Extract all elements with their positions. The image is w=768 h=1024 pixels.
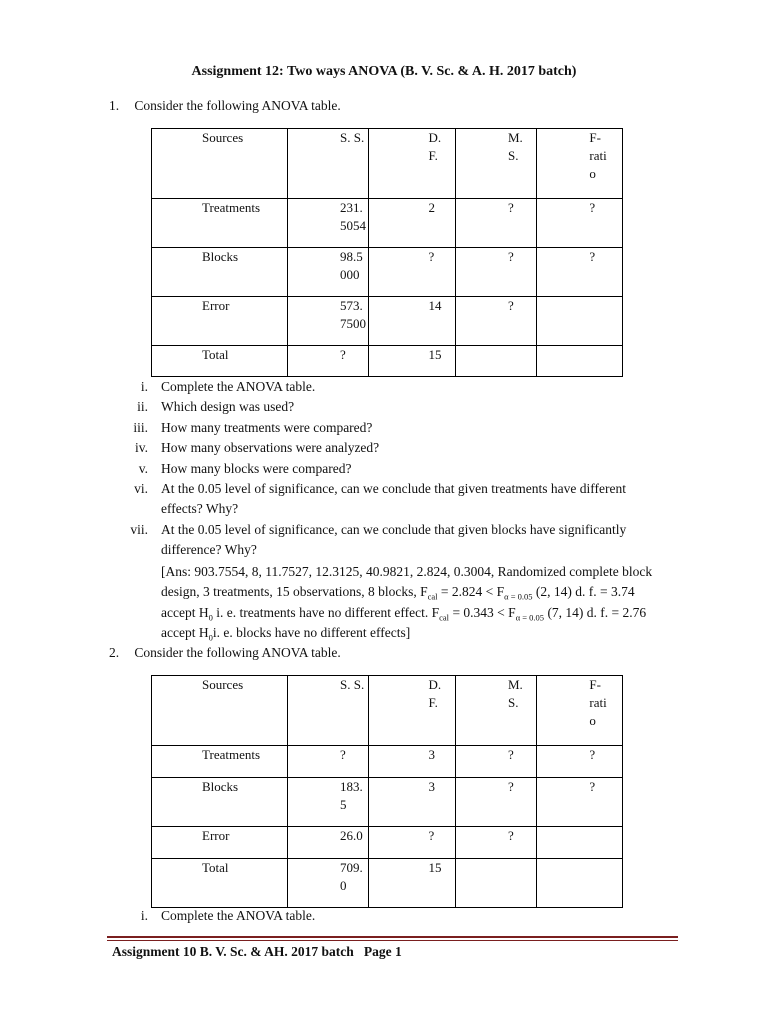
table-cell: Treatments bbox=[152, 199, 288, 248]
table-cell bbox=[537, 297, 623, 346]
subscript-zero: 0 bbox=[208, 612, 213, 623]
header-cell: Sources bbox=[152, 676, 288, 746]
list-item bbox=[108, 397, 668, 417]
table-cell: 709.0 bbox=[340, 860, 363, 893]
table-cell: 183.5 bbox=[340, 779, 363, 812]
list-item-number: iii. bbox=[133, 419, 148, 435]
subscript-alpha: α = 0.05 bbox=[515, 612, 545, 623]
list-item-text: How many blocks were compared? bbox=[161, 460, 352, 476]
page-footer bbox=[112, 944, 402, 960]
header-cell: Sources bbox=[152, 129, 288, 199]
table-cell bbox=[537, 859, 623, 908]
list-item-text: At the 0.05 level of significance, can we conclude that given treatments have different effects? Why? bbox=[161, 481, 626, 517]
table-cell bbox=[456, 859, 537, 908]
table-cell: Blocks bbox=[152, 248, 288, 297]
table-cell: ? bbox=[537, 746, 623, 778]
table-cell: ? bbox=[369, 827, 456, 859]
list-item-text: Complete the ANOVA table. bbox=[161, 379, 316, 394]
list-item bbox=[108, 377, 668, 397]
list-item bbox=[108, 418, 668, 438]
table-cell: ? bbox=[456, 827, 537, 859]
table-row bbox=[152, 827, 623, 859]
question-1-subquestions bbox=[108, 377, 668, 561]
table-row bbox=[152, 746, 623, 778]
table-cell bbox=[537, 827, 623, 859]
table-cell: ? bbox=[456, 297, 537, 346]
table-header-row bbox=[152, 676, 623, 746]
table-cell: 14 bbox=[369, 297, 456, 346]
answer-text: i. e. treatments have no different effect. F bbox=[212, 604, 440, 620]
table-cell bbox=[456, 346, 537, 377]
table-cell: Error bbox=[152, 297, 288, 346]
table-cell: ? bbox=[288, 746, 369, 778]
question-1-heading bbox=[109, 98, 341, 114]
subscript-alpha: α = 0.05 bbox=[504, 592, 533, 603]
answer-text: i. e. blocks have no different effects] bbox=[212, 625, 411, 641]
question-number: 1. bbox=[109, 98, 120, 113]
list-item bbox=[108, 906, 668, 926]
answer-text: (7, 14) d. f. = 2.76 accept H bbox=[161, 604, 647, 641]
answer-text: = 2.824 < F bbox=[437, 584, 505, 600]
page-number: Page 1 bbox=[363, 944, 402, 959]
answer-text: [Ans: 903.7554, 8, 11.7527, 12.3125, 40.9821, 2.824, 0.3004, Randomized complete block design, 3 treatments, 15 observations, 8 blocks, F bbox=[161, 564, 653, 600]
header-cell: M. S. bbox=[508, 130, 523, 163]
table-row bbox=[152, 346, 623, 377]
table-cell: Treatments bbox=[152, 746, 288, 778]
table-cell: ? bbox=[456, 199, 537, 248]
table-row bbox=[152, 778, 623, 827]
list-item bbox=[108, 438, 668, 458]
table-cell: ? bbox=[456, 248, 537, 297]
list-item-text: Complete the ANOVA table. bbox=[161, 908, 316, 923]
table-row bbox=[152, 297, 623, 346]
list-item-number: i. bbox=[140, 908, 148, 923]
table-cell: ? bbox=[537, 199, 623, 248]
footer-divider bbox=[107, 936, 678, 941]
question-2-subquestions bbox=[108, 906, 668, 926]
list-item bbox=[108, 479, 668, 520]
table-row bbox=[152, 859, 623, 908]
answer-key bbox=[161, 562, 671, 644]
question-text: Consider the following ANOVA table. bbox=[134, 645, 341, 660]
list-item bbox=[108, 520, 668, 561]
header-cell: F-ratio bbox=[589, 130, 607, 181]
table-cell: Blocks bbox=[152, 778, 288, 827]
list-item-number: iv. bbox=[135, 440, 148, 456]
header-cell: M. S. bbox=[508, 677, 523, 710]
list-item-text: At the 0.05 level of significance, can we conclude that given blocks have significantly difference? Why? bbox=[161, 521, 627, 558]
subscript-cal: cal bbox=[439, 612, 450, 623]
list-item-number: ii. bbox=[137, 399, 148, 415]
table-cell: 15 bbox=[369, 859, 456, 908]
answer-text: = 0.343 < F bbox=[449, 604, 516, 620]
table-row bbox=[152, 248, 623, 297]
list-item-text: How many treatments were compared? bbox=[161, 419, 373, 435]
table-cell: ? bbox=[288, 346, 369, 377]
question-text: Consider the following ANOVA table. bbox=[134, 98, 341, 113]
answer-text: (2, 14) d. f. = 3.74 accept H bbox=[161, 584, 635, 620]
table-cell: 15 bbox=[369, 346, 456, 377]
table-header-row bbox=[152, 129, 623, 199]
table-cell: 26.0 bbox=[288, 827, 369, 859]
table-cell: 3 bbox=[369, 746, 456, 778]
footer-text: Assignment 10 B. V. Sc. & AH. 2017 batch bbox=[112, 944, 354, 959]
table-cell: Error bbox=[152, 827, 288, 859]
table-cell: ? bbox=[537, 248, 623, 297]
table-cell: 2 bbox=[369, 199, 456, 248]
header-cell: S. S. bbox=[340, 130, 365, 145]
list-item-number: vii. bbox=[130, 521, 148, 537]
table-cell bbox=[537, 346, 623, 377]
list-item-number: vi. bbox=[134, 481, 148, 497]
anova-table-2 bbox=[151, 675, 623, 908]
list-item-text: How many observations were analyzed? bbox=[161, 440, 380, 456]
page-title: Assignment 12: Two ways ANOVA (B. V. Sc. & A. H. 2017 batch) bbox=[191, 64, 577, 79]
table-cell: 573.7500 bbox=[340, 298, 367, 331]
table-cell: ? bbox=[456, 778, 537, 827]
header-cell: F-ratio bbox=[589, 677, 607, 728]
list-item-number: v. bbox=[138, 460, 148, 476]
subscript-zero: 0 bbox=[208, 632, 213, 643]
subscript-cal: cal bbox=[427, 592, 438, 603]
table-cell: ? bbox=[537, 778, 623, 827]
table-cell: 98.5000 bbox=[340, 249, 363, 282]
table-row bbox=[152, 199, 623, 248]
list-item bbox=[108, 459, 668, 479]
header-cell: D. F. bbox=[428, 130, 442, 163]
anova-table-1 bbox=[151, 128, 623, 377]
table-cell: ? bbox=[369, 248, 456, 297]
list-item-number: i. bbox=[140, 379, 148, 394]
header-cell: D. F. bbox=[428, 677, 442, 710]
table-cell: ? bbox=[456, 746, 537, 778]
question-number: 2. bbox=[109, 645, 120, 660]
question-2-heading bbox=[109, 645, 341, 661]
header-cell: S. S. bbox=[340, 677, 365, 692]
table-cell: Total bbox=[152, 859, 288, 908]
table-cell: 231.5054 bbox=[340, 200, 367, 233]
table-cell: Total bbox=[152, 346, 288, 377]
list-item-text: Which design was used? bbox=[161, 399, 295, 415]
table-cell: 3 bbox=[369, 778, 456, 827]
